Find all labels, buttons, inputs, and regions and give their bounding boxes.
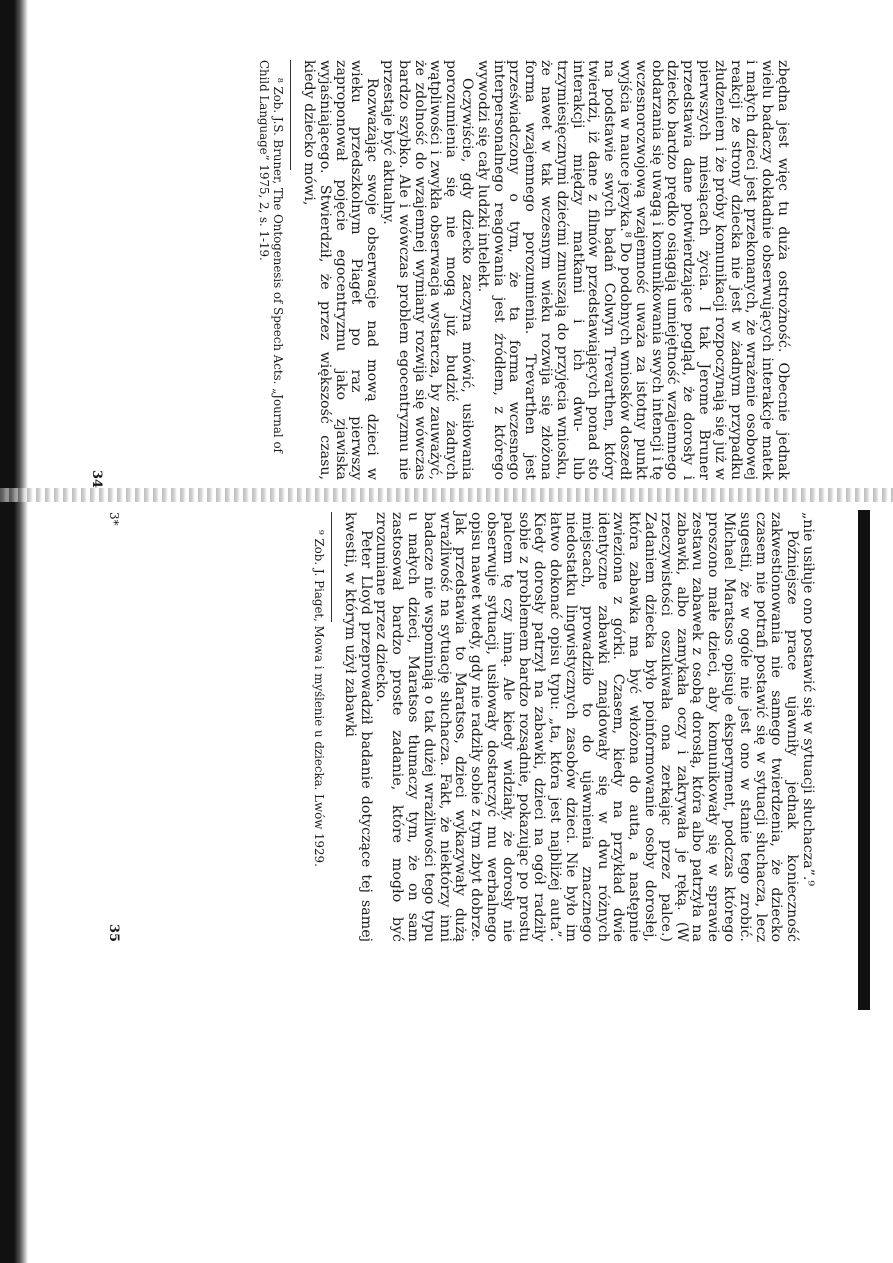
paragraph: Peter Lloyd przeprowadził badanie dotyczące tej samej kwestii, w którym użył zabawki — [341, 512, 374, 942]
quote-continuation: „nie usiłuje ono postawić się w sytuacji słuchacza”.⁹ — [800, 512, 816, 887]
footnote: ⁸ Zob. J.S. Bruner, The Ontogenesis of Speech Acts. „Journal of Child Language” 1975, 2, s. 1-19. — [257, 60, 286, 453]
paragraph: Późniejsze prace ujawniły jednak konieczność zakwestionowania nie samego twierdzenia, że dziecko czasem nie potrafi postawić się w sytuacji słuchacza, lecz sugestii, że w ogóle nie jest ono w stanie tego zrobić. Michael Maratsos opisuje eksperyment, podczas którego proszono małe dzieci, aby komunikowały się w sprawie zestawu zabawek z osobą dorosłą, która albo patrzyła na zabawki, albo zamykała oczy i zakrywała je ręką. (W rzeczywistości oszukiwała ona zerkając przez palce.) Zadaniem dziecka było poinformowanie osoby dorosłej, która zabawka ma być włożona do auta, a następnie zwieziona z górki. Czasem, kiedy na przykład dwie identyczne zabawki znajdowały się w dwu różnych miejscach, prowadziło to do ujawnienia znacznego niedostatku lingwistycznych zasobów dzieci. Nie było im łatwo dokonać opisu typu: „ta, która jest najbliżej auta”. Kiedy dorosły patrzył na zabawki, dzieci na ogół radziły sobie z problemem bardzo rozsądnie, pokazując po prostu palcem tę czy inną. Ale kiedy widziały, że dorosły nie obserwuje sytuacji, usiłowały dostarczyć mu werbalnego opisu nawet wtedy, gdy nie radziły sobie z tym zbyt dobrze. Jak przedstawia to Maratsos, dzieci wykazywały dużą wrażliwość na sytuację słuchacza. Fakt, że niektórzy inni badacze nie wspominają o tak dużej wrażliwości tego typu u małych dzieci, Maratsos tłumaczy tym, że on sam zastosował bardzo proste zadanie, które mogło być zrozumiane przez dziecko. — [373, 512, 801, 942]
footnote-rule — [331, 512, 332, 622]
paragraph: Oczywiście, gdy dziecko zaczyna mówić, usiłowania porozumienia się nie mogą już budzić żadnych wątpliwości i zwykła obserwacja wystarcza, by zauważyć, że zdolność do wzajemnej wymiany rozwija się wówczas bardzo szybko. Ale i wówczas problem egocentryzmu nie przestaje być aktualny. — [380, 60, 476, 480]
margin-mark: 3* — [107, 512, 121, 526]
scan-edge-right — [858, 510, 870, 1010]
page-number: 35 — [106, 924, 121, 943]
scan-edge-left — [0, 0, 28, 1263]
left-page — [80, 60, 791, 489]
right-page — [95, 512, 815, 942]
footnote-rule — [290, 60, 291, 170]
paragraph: zbędna jest więc tu duża ostrożność. Obecnie jednak wielu badaczy dokładnie obserwujących interakcje matek i małych dzieci jest przekonanych, że wrażenie osobowej reakcji ze strony dziecka nie jest w żadnym przypadku złudzeniem i że próby komunikacji rozpoczynają się już w pierwszych miesiącach życia. I tak Jerome Bruner przedstawia dane potwierdzające pogląd, że dorosły i dziecko bardzo prędko osiągają umiejętność wzajemnego obdarzania się uwagą i komunikowania swych intencji i tę wczesnorozwojową wzajemność uważa za istotny punkt wyjścia w nauce języka.⁸ Do podobnych wniosków doszedł na podstawie swych badań Colwyn Trevarthen, który twierdzi, iż dane z filmów przedstawiających ponad sto interakcji między matkami i ich dwu- lub trzymiesięcznymi dziećmi zmuszają do przyjęcia wniosku, że nawet w tak wczesnym wieku rozwija się złożona forma wzajemnego porozumienia. Trevarthen jest przeświadczony o tym, że ta forma wczesnego interpersonalnego reagowania jest źródłem, z którego wywodzi się cały ludzki intelekt. — [474, 60, 791, 480]
book-spine — [0, 488, 893, 502]
paragraph: Rozważając swoje obserwacje nad mową dzieci w wieku przedszkolnym Piaget po raz pierwszy zaproponował pojęcie egocentryzmu jako zjawiska wyjaśniającego. Stwierdził, że przez większość czasu, kiedy dziecko mówi, — [301, 60, 381, 480]
page-number: 34 — [89, 470, 104, 489]
footnote: ⁹ Zob. J. Piaget, Mowa i myślenie u dziecka. Lwów 1929. — [312, 530, 327, 867]
